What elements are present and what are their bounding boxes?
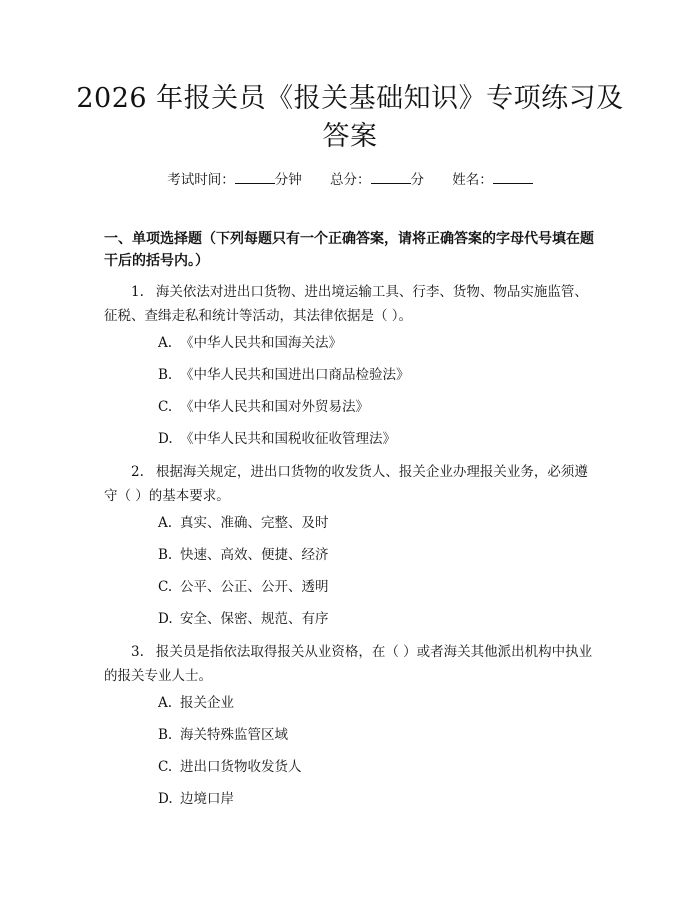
question-2-text: 根据海关规定，进出口货物的收发货人、报关企业办理报关业务，必须遵守（ ）的基本要求。 [104, 464, 588, 504]
question-2-stem [104, 460, 600, 508]
question-3-option-b: B. 海关特殊监管区域 [158, 727, 288, 743]
question-1-number: 1. [131, 284, 144, 300]
total-score-blank [371, 171, 411, 184]
question-3-option-c: C. 进出口货物收发货人 [158, 759, 302, 775]
document-title [0, 80, 700, 156]
exam-time-blank [235, 171, 275, 184]
question-1-option-a: A. 《中华人民共和国海关法》 [158, 335, 342, 351]
question-3-option-d: D. 边境口岸 [158, 791, 234, 807]
question-1-text: 海关依法对进出口货物、进出境运输工具、行李、货物、物品实施监管、征税、查缉走私和统计等活动，其法律依据是（ ）。 [104, 284, 588, 324]
question-1-stem [104, 280, 600, 328]
exam-time-field [167, 168, 302, 188]
name-label: 姓名： [452, 172, 493, 188]
question-1-option-d: D. 《中华人民共和国税收征收管理法》 [158, 431, 396, 447]
question-3-option-a: A. 报关企业 [158, 695, 234, 711]
name-blank [493, 171, 533, 184]
exam-meta [0, 168, 700, 188]
exam-time-unit: 分钟 [274, 172, 302, 188]
question-2-number: 2. [131, 464, 144, 480]
total-score-field [330, 168, 424, 188]
question-2-option-c: C. 公平、公正、公开、透明 [158, 579, 329, 595]
question-3-stem [104, 640, 600, 688]
question-3-number: 3. [131, 644, 144, 660]
section-heading: 一、单项选择题（下列每题只有一个正确答案，请将正确答案的字母代号填在题干后的括号内。） [104, 231, 594, 269]
total-score-unit: 分 [410, 172, 424, 188]
exam-time-label: 考试时间： [167, 172, 235, 188]
total-score-label: 总分： [330, 172, 371, 188]
question-2-option-d: D. 安全、保密、规范、有序 [158, 611, 329, 627]
question-2-option-b: B. 快速、高效、便捷、经济 [158, 547, 329, 563]
title-line-2: 答案 [322, 121, 378, 152]
question-2-option-a: A. 真实、准确、完整、及时 [158, 515, 329, 531]
question-1-option-c: C. 《中华人民共和国对外贸易法》 [158, 399, 369, 415]
title-line-1: 2026 年报关员《报关基础知识》专项练习及 [76, 83, 624, 114]
question-1-option-b: B. 《中华人民共和国进出口商品检验法》 [158, 367, 410, 383]
question-3-text: 报关员是指依法取得报关从业资格，在（ ）或者海关其他派出机构中执业的报关专业人士。 [104, 644, 593, 684]
name-field [452, 168, 533, 188]
